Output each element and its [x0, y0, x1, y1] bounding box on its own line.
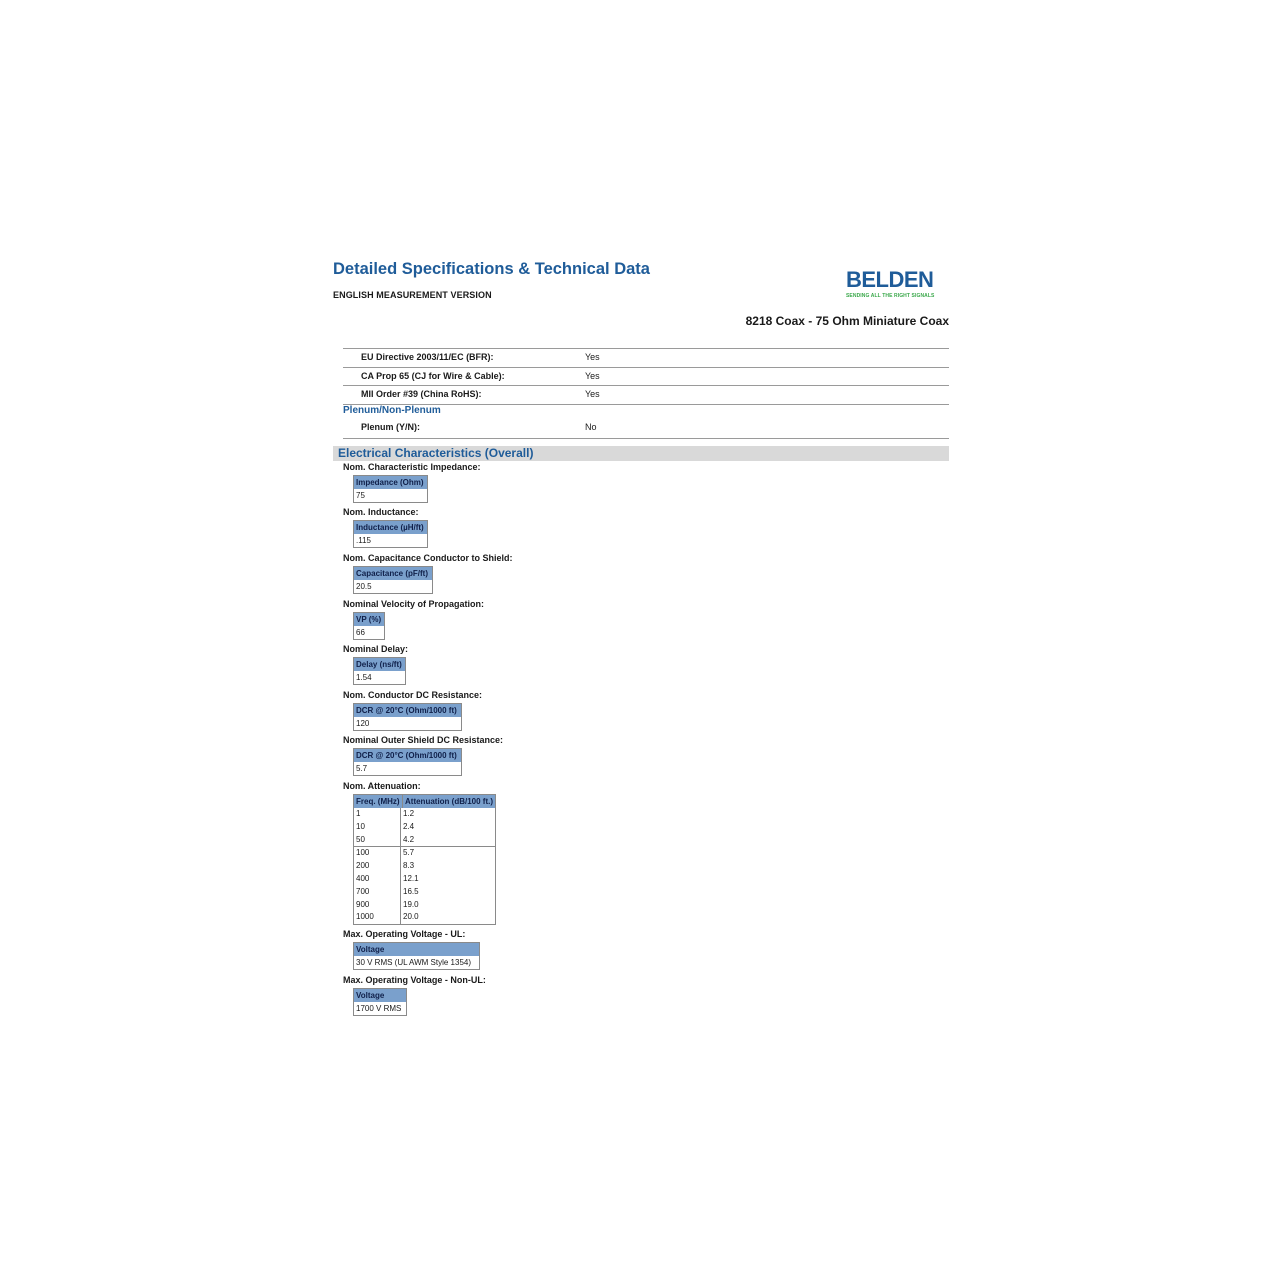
table-cell: 8.3: [403, 861, 415, 871]
compliance-row: [343, 385, 949, 404]
attenuation-group: [354, 808, 495, 846]
table-cell: 5.7: [354, 762, 461, 775]
compliance-row: [343, 348, 949, 367]
table-header-row: [354, 795, 495, 808]
table-cell: 75: [354, 489, 427, 502]
table-cell: 1700 V RMS: [354, 1002, 406, 1015]
logo-wordmark: BELDEN: [846, 267, 934, 292]
velocity-label: Nominal Velocity of Propagation:: [343, 599, 485, 609]
compliance-label: EU Directive 2003/11/EC (BFR):: [361, 352, 494, 362]
table-header: Voltage: [354, 989, 406, 1002]
table-cell: 66: [354, 626, 384, 639]
belden-logo: [846, 268, 936, 299]
plenum-value: No: [585, 422, 597, 432]
table-cell: 5.7: [403, 848, 415, 858]
velocity-table: [353, 612, 385, 640]
impedance-table: [353, 475, 428, 503]
inductance-table: [353, 520, 428, 548]
table-header: Voltage: [354, 943, 479, 956]
voltage-ul-label: Max. Operating Voltage - UL:: [343, 929, 466, 939]
table-cell: 1: [356, 809, 361, 818]
table-cell: 900: [356, 899, 370, 909]
table-cell: 700: [356, 886, 370, 896]
compliance-value: Yes: [585, 371, 600, 381]
voltage-nonul-label: Max. Operating Voltage - Non-UL:: [343, 975, 486, 985]
table-header: DCR @ 20°C (Ohm/1000 ft): [354, 749, 461, 762]
table-cell: 4.2: [403, 834, 415, 844]
table-cell: 50: [356, 834, 365, 844]
compliance-label: CA Prop 65 (CJ for Wire & Cable):: [361, 371, 505, 381]
table-cell: 2.4: [403, 821, 415, 831]
table-header: Impedance (Ohm): [354, 476, 427, 489]
attenuation-table: [353, 794, 496, 925]
section-band: [333, 446, 949, 461]
table-header: Inductance (µH/ft): [354, 521, 427, 534]
table-header: Delay (ns/ft): [354, 658, 405, 671]
attenuation-group: [354, 846, 495, 924]
freq-column: [354, 808, 401, 846]
table-cell: 12.1: [403, 873, 419, 883]
logo-tagline: SENDING ALL THE RIGHT SIGNALS: [846, 293, 935, 299]
conductor-dcr-label: Nom. Conductor DC Resistance:: [343, 690, 483, 700]
compliance-label: MII Order #39 (China RoHS):: [361, 389, 482, 399]
table-header: Attenuation (dB/100 ft.): [405, 797, 493, 806]
capacitance-label: Nom. Capacitance Conductor to Shield:: [343, 553, 513, 563]
shield-dcr-table: [353, 748, 462, 776]
compliance-value: Yes: [585, 352, 600, 362]
plenum-label: Plenum (Y/N):: [361, 422, 421, 432]
table-cell: 400: [356, 873, 370, 883]
table-cell: 19.0: [403, 899, 419, 909]
delay-label: Nominal Delay:: [343, 644, 409, 654]
table-cell: 120: [354, 717, 461, 730]
page-subtitle: ENGLISH MEASUREMENT VERSION: [333, 290, 492, 300]
conductor-dcr-table: [353, 703, 462, 731]
table-cell: .115: [354, 534, 427, 547]
table-cell: 1.2: [403, 809, 415, 818]
table-header: VP (%): [354, 613, 384, 626]
table-cell: 30 V RMS (UL AWM Style 1354): [354, 956, 479, 969]
table-header: Capacitance (pF/ft): [354, 567, 432, 580]
table-header: DCR @ 20°C (Ohm/1000 ft): [354, 704, 461, 717]
attenuation-column: [401, 808, 495, 846]
attenuation-label: Nom. Attenuation:: [343, 781, 421, 791]
table-cell: 1.54: [354, 671, 405, 684]
product-name: 8218 Coax - 75 Ohm Miniature Coax: [745, 314, 949, 328]
plenum-heading: Plenum/Non-Plenum: [343, 405, 441, 416]
table-cell: 100: [356, 848, 370, 858]
voltage-ul-table: [353, 942, 480, 970]
page-title: Detailed Specifications & Technical Data: [333, 260, 650, 278]
plenum-row: [343, 419, 949, 437]
freq-column: [354, 847, 401, 924]
compliance-value: Yes: [585, 389, 600, 399]
delay-table: [353, 657, 406, 685]
electrical-heading: Electrical Characteristics (Overall): [338, 446, 534, 460]
table-cell: 16.5: [403, 886, 419, 896]
inductance-label: Nom. Inductance:: [343, 507, 419, 517]
table-cell: 10: [356, 821, 365, 831]
table-header: Freq. (MHz): [354, 795, 403, 808]
table-cell: 20.0: [403, 912, 419, 922]
shield-dcr-label: Nominal Outer Shield DC Resistance:: [343, 735, 504, 745]
table-cell: 1000: [356, 912, 374, 922]
table-cell: 20.5: [354, 580, 432, 593]
impedance-label: Nom. Characteristic Impedance:: [343, 462, 481, 472]
capacitance-table: [353, 566, 433, 594]
voltage-nonul-table: [353, 988, 407, 1016]
table-cell: 200: [356, 861, 370, 871]
compliance-row: [343, 367, 949, 386]
divider: [343, 438, 949, 439]
attenuation-column: [401, 847, 495, 924]
